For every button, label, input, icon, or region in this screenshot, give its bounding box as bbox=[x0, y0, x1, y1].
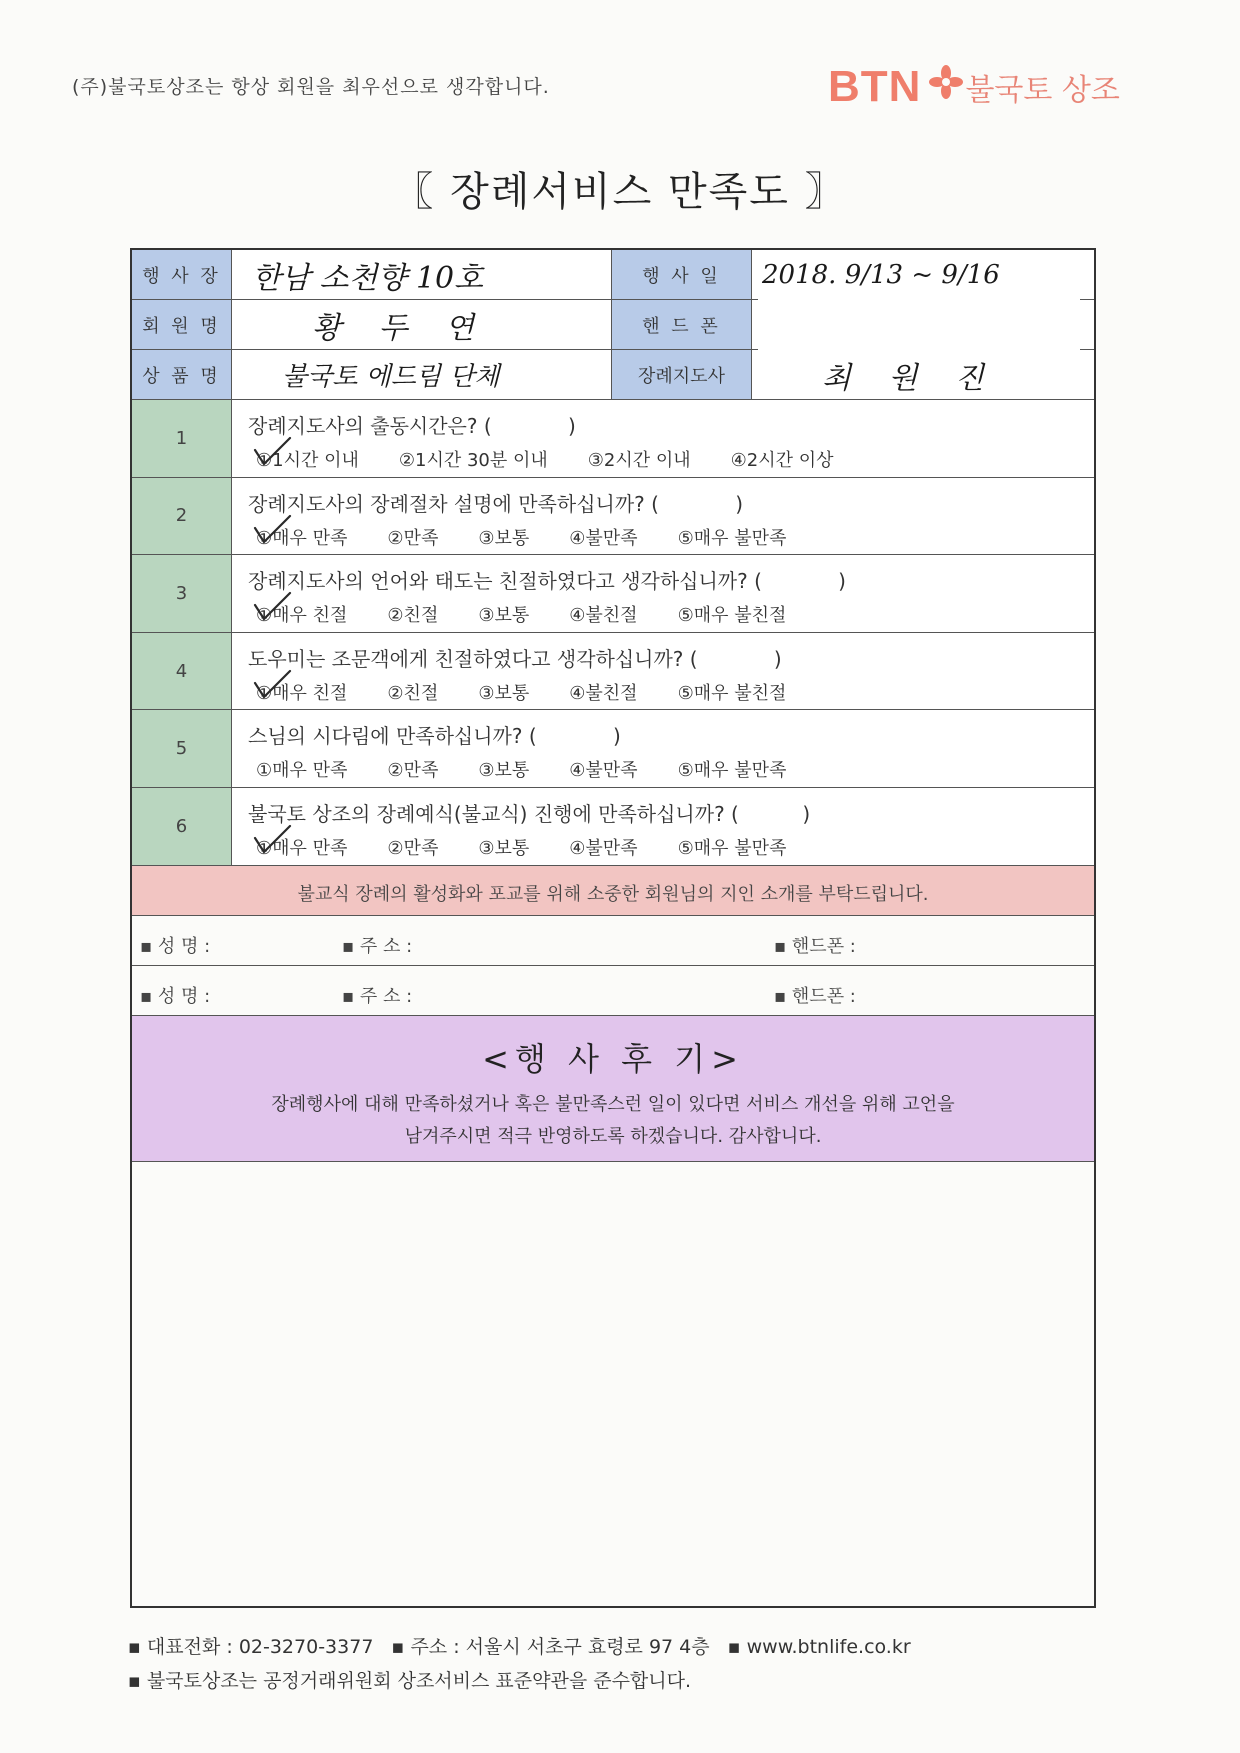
answer-option[interactable]: ④불친절 bbox=[569, 682, 638, 704]
question-number: 2 bbox=[132, 478, 232, 555]
question-text: 도우미는 조문객에게 친절하였다고 생각하십니까? ( ) bbox=[248, 646, 782, 671]
product-value[interactable] bbox=[232, 350, 612, 399]
answer-option[interactable]: ⑤매우 불만족 bbox=[677, 760, 787, 782]
referral-banner bbox=[132, 866, 1094, 916]
question-text: 장례지도사의 장례절차 설명에 만족하십니까? ( ) bbox=[248, 491, 744, 516]
answer-options bbox=[256, 834, 826, 860]
answer-option[interactable]: ④2시간 이상 bbox=[730, 450, 834, 471]
referral-phone-label: ▪ 핸드폰 : bbox=[774, 986, 856, 1007]
answer-option[interactable]: ①매우 친절 bbox=[256, 605, 348, 627]
question-body bbox=[232, 478, 1094, 555]
answer-option[interactable]: ②만족 bbox=[387, 527, 439, 549]
answer-option[interactable]: ④불만족 bbox=[569, 760, 638, 782]
answer-option[interactable]: ②친절 bbox=[387, 682, 439, 704]
question-number: 1 bbox=[132, 400, 232, 477]
director-label: 장례지도사 bbox=[612, 350, 752, 399]
referral-row-1[interactable] bbox=[132, 916, 1094, 966]
answer-option[interactable]: ②친절 bbox=[387, 605, 439, 627]
question-text: 장례지도사의 출동시간은? ( ) bbox=[248, 414, 576, 438]
review-title: <행 사 후 기> bbox=[482, 1040, 744, 1078]
referral-name-label: ▪ 성 명 : bbox=[140, 936, 211, 957]
question-number: 4 bbox=[132, 633, 232, 710]
answer-options bbox=[256, 446, 874, 472]
checkmark-icon bbox=[252, 436, 292, 468]
referral-banner-text: 불교식 장례의 활성화와 포교를 위해 소중한 회원님의 지인 소개를 부탁드립니다. bbox=[297, 884, 929, 905]
review-header bbox=[132, 1016, 1094, 1162]
question-row-4 bbox=[132, 633, 1094, 711]
footer-notice: ▪ 불국토상조는 공정거래위원회 상조서비스 표준약관을 준수합니다. bbox=[128, 1670, 692, 1692]
company-logo bbox=[828, 62, 1120, 112]
question-body bbox=[232, 633, 1094, 710]
product-handwriting: 불국토 에드림 단체 bbox=[282, 362, 500, 392]
info-row-product bbox=[132, 350, 1094, 400]
director-value[interactable] bbox=[752, 350, 1094, 399]
question-text: 장례지도사의 언어와 태도는 친절하였다고 생각하십니까? ( ) bbox=[248, 569, 846, 594]
review-instruction-line-2: 남겨주시면 적극 반영하도록 하겠습니다. 감사합니다. bbox=[404, 1126, 822, 1147]
answer-option[interactable]: ②만족 bbox=[387, 760, 439, 782]
answer-option[interactable]: ④불만족 bbox=[569, 838, 638, 859]
info-row-venue bbox=[132, 250, 1094, 300]
answer-option[interactable]: ③보통 bbox=[478, 605, 530, 627]
date-value[interactable] bbox=[752, 250, 1094, 299]
question-row-1 bbox=[132, 400, 1094, 478]
answer-option[interactable]: ②1시간 30분 이내 bbox=[398, 450, 548, 471]
answer-options bbox=[256, 679, 826, 705]
answer-option[interactable]: ③보통 bbox=[478, 760, 530, 782]
answer-option[interactable]: ⑤매우 불친절 bbox=[677, 682, 787, 704]
question-row-3 bbox=[132, 555, 1094, 633]
logo-company-name: 불국토 상조 bbox=[965, 73, 1120, 108]
date-label: 행 사 일 bbox=[612, 250, 752, 299]
question-row-6 bbox=[132, 788, 1094, 866]
header-tagline: (주)불국토상조는 항상 회원을 최우선으로 생각합니다. bbox=[72, 76, 550, 98]
venue-label: 행 사 장 bbox=[132, 250, 232, 299]
referral-row-2[interactable] bbox=[132, 966, 1094, 1016]
answer-options bbox=[256, 601, 826, 627]
question-number: 6 bbox=[132, 788, 232, 865]
member-label: 회 원 명 bbox=[132, 300, 232, 349]
question-text: 스님의 시다림에 만족하십니까? ( ) bbox=[248, 724, 621, 749]
answer-option[interactable]: ④불친절 bbox=[569, 605, 638, 627]
phone-redaction bbox=[758, 298, 1080, 350]
answer-option[interactable]: ①매우 친절 bbox=[256, 682, 348, 704]
answer-option[interactable]: ④불만족 bbox=[569, 527, 638, 549]
review-instruction-line-1: 장례행사에 대해 만족하셨거나 혹은 불만족스런 일이 있다면 서비스 개선을 위해 고언을 bbox=[271, 1094, 955, 1115]
answer-options bbox=[256, 524, 826, 550]
satisfaction-form bbox=[130, 248, 1096, 1608]
checkmark-icon bbox=[252, 824, 292, 856]
answer-option[interactable]: ①1시간 이내 bbox=[256, 450, 359, 471]
question-body bbox=[232, 788, 1094, 865]
checkmark-icon bbox=[252, 514, 292, 546]
question-body bbox=[232, 555, 1094, 632]
phone-label: 핸 드 폰 bbox=[612, 300, 752, 349]
referral-address-label: ▪ 주 소 : bbox=[342, 936, 413, 957]
question-body bbox=[232, 710, 1094, 787]
question-text: 불국토 상조의 장례예식(불교식) 진행에 만족하십니까? ( ) bbox=[248, 802, 811, 826]
answer-option[interactable]: ①매우 만족 bbox=[256, 527, 348, 549]
logo-btn-text: BTN bbox=[828, 62, 922, 111]
venue-value[interactable] bbox=[232, 250, 612, 299]
question-number: 3 bbox=[132, 555, 232, 632]
checkmark-icon bbox=[252, 591, 292, 623]
referral-address-label: ▪ 주 소 : bbox=[342, 986, 413, 1007]
referral-name-label: ▪ 성 명 : bbox=[140, 986, 211, 1007]
venue-handwriting: 한남 소천향 10호 bbox=[252, 260, 484, 296]
answer-option[interactable]: ⑤매우 불만족 bbox=[677, 838, 787, 859]
review-writing-area[interactable] bbox=[132, 1162, 1094, 1606]
answer-option[interactable]: ③보통 bbox=[478, 682, 530, 704]
page-title: 〖 장례서비스 만족도 〗 bbox=[393, 169, 847, 215]
answer-options bbox=[256, 756, 826, 782]
question-number: 5 bbox=[132, 710, 232, 787]
date-handwriting: 2018. 9/13 ~ 9/16 bbox=[762, 259, 1000, 290]
checkmark-icon bbox=[252, 669, 292, 701]
answer-option[interactable]: ②만족 bbox=[387, 838, 439, 859]
answer-option[interactable]: ⑤매우 불친절 bbox=[677, 605, 787, 627]
member-value[interactable] bbox=[232, 300, 612, 349]
footer-contact: ▪ 대표전화 : 02-3270-3377 ▪ 주소 : 서울시 서초구 효령로 97 4층 ▪ www.btnlife.co.kr bbox=[128, 1636, 911, 1658]
answer-option[interactable]: ⑤매우 불만족 bbox=[677, 527, 787, 549]
product-label: 상 품 명 bbox=[132, 350, 232, 399]
flower-icon bbox=[929, 65, 963, 99]
answer-option[interactable]: ③보통 bbox=[478, 527, 530, 549]
member-handwriting: 황 두 연 bbox=[312, 310, 489, 346]
question-row-5 bbox=[132, 710, 1094, 788]
referral-phone-label: ▪ 핸드폰 : bbox=[774, 936, 856, 957]
question-body bbox=[232, 400, 1094, 477]
director-handwriting: 최 원 진 bbox=[822, 360, 999, 396]
question-row-2 bbox=[132, 478, 1094, 556]
answer-option[interactable]: ③보통 bbox=[478, 838, 530, 859]
answer-option[interactable]: ①매우 만족 bbox=[256, 838, 348, 859]
answer-option[interactable]: ①매우 만족 bbox=[256, 760, 348, 782]
answer-option[interactable]: ③2시간 이내 bbox=[587, 450, 691, 471]
